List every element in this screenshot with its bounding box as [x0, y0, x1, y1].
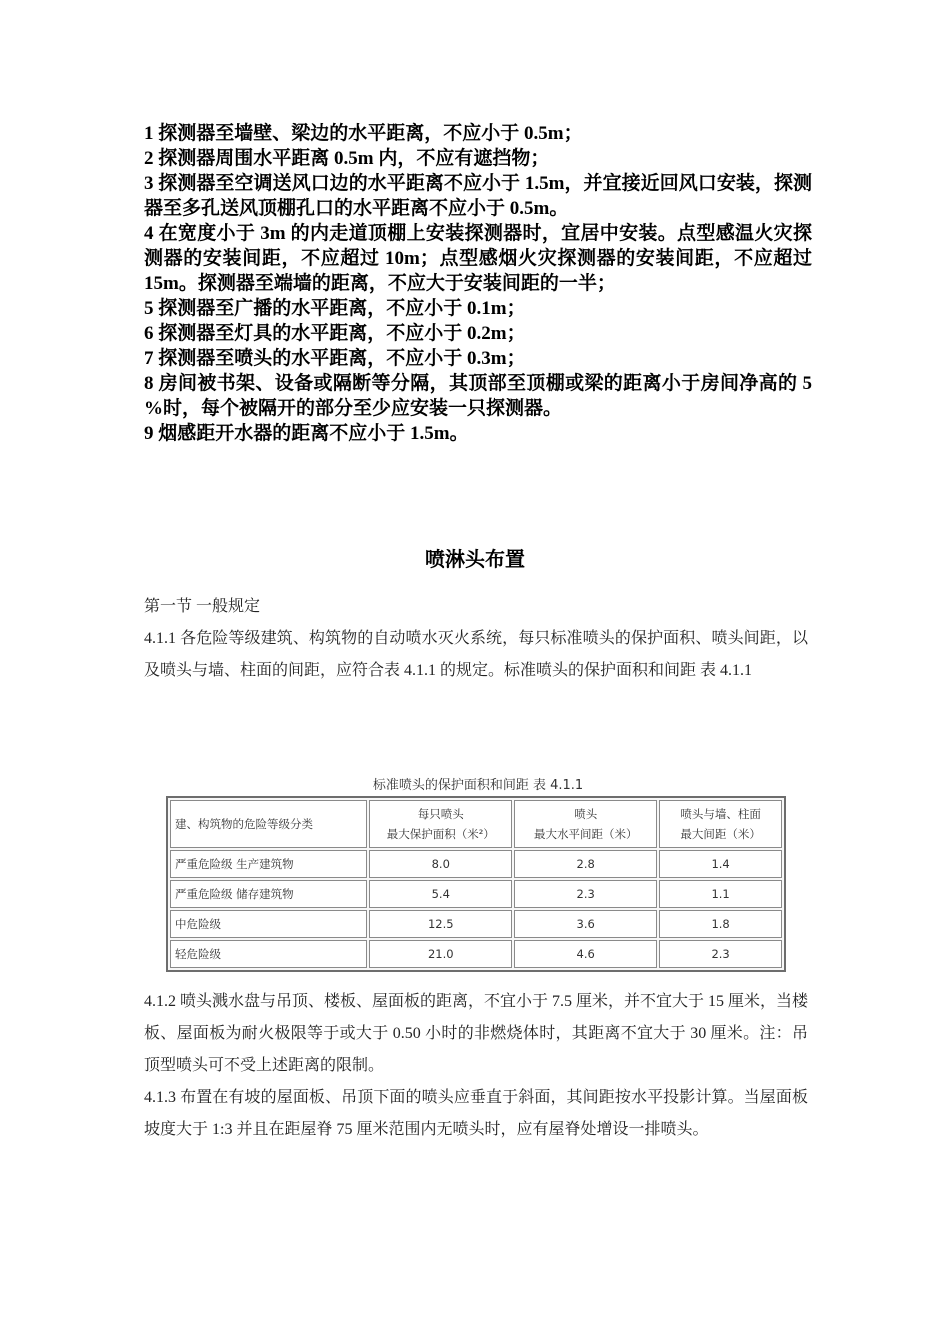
- rule-item: 4 在宽度小于 3m 的内走道顶棚上安装探测器时，宜居中安装。点型感温火灾探测器的安装间距，不应超过 10m；点型感烟火灾探测器的安装间距，不应超过 15m。探测器至端墙的距离，不应大于安装间距的一半；: [144, 223, 812, 294]
- rule-item: 5 探测器至广播的水平距离，不应小于 0.1m；: [144, 298, 526, 319]
- header-wall-line1: 喷头与墙、柱面: [680, 807, 761, 821]
- cell-area: 21.0: [369, 940, 512, 968]
- cell-wall: 1.1: [659, 880, 782, 908]
- paragraph-4-1-3: 4.1.3 布置在有坡的屋面板、吊顶下面的喷头应垂直于斜面，其间距按水平投影计算。当屋面板坡度大于 1:3 并且在距屋脊 75 厘米范围内无喷头时，应有屋脊处增设一排喷头。: [144, 1089, 808, 1138]
- cell-category: 轻危险级: [170, 940, 367, 968]
- header-wall: [659, 800, 782, 848]
- header-category: 建、构筑物的危险等级分类: [170, 800, 367, 848]
- cell-area: 8.0: [369, 850, 512, 878]
- rule-item: 7 探测器至喷头的水平距离，不应小于 0.3m；: [144, 348, 526, 369]
- rule-item: 1 探测器至墙壁、梁边的水平距离，不应小于 0.5m；: [144, 123, 583, 144]
- cell-category: 严重危险级 储存建筑物: [170, 880, 367, 908]
- rule-item: 2 探测器周围水平距离 0.5m 内，不应有遮挡物；: [144, 148, 550, 169]
- rule-item: 9 烟感距开水器的距离不应小于 1.5m。: [144, 423, 469, 444]
- header-area-line1: 每只喷头: [417, 807, 464, 821]
- table-row: [170, 910, 782, 938]
- header-spacing: [514, 800, 657, 848]
- cell-category: 中危险级: [170, 910, 367, 938]
- subsection-heading: 第一节 一般规定: [144, 598, 261, 615]
- cell-category: 严重危险级 生产建筑物: [170, 850, 367, 878]
- header-area: [369, 800, 512, 848]
- table-caption: 标准喷头的保护面积和间距 表 4.1.1: [372, 778, 584, 793]
- spray-head-table: [166, 796, 786, 972]
- table-row: [170, 850, 782, 878]
- rule-item: 3 探测器至空调送风口边的水平距离不应小于 1.5m，并宜接近回风口安装，探测器至多孔送风顶棚孔口的水平距离不应小于 0.5m。: [144, 173, 812, 219]
- paragraph-4-1-2: 4.1.2 喷头溅水盘与吊顶、楼板、屋面板的距离，不宜小于 7.5 厘米，并不宜大于 15 厘米，当楼板、屋面板为耐火极限等于或大于 0.50 小时的非燃烧体时，其距离不宜大于 30 厘米。注：吊顶型喷头可不受上述距离的限制。: [144, 993, 809, 1074]
- intro-block: [144, 591, 808, 687]
- table-row: [170, 880, 782, 908]
- rule-item: 6 探测器至灯具的水平距离，不应小于 0.2m；: [144, 323, 526, 344]
- header-wall-line2: 最大间距（米）: [680, 827, 761, 841]
- after-table-block: [144, 986, 808, 1146]
- rule-item: 8 房间被书架、设备或隔断等分隔，其顶部至顶棚或梁的距离小于房间净高的 5 %时，每个被隔开的部分至少应安装一只探测器。: [144, 373, 812, 419]
- header-spacing-line1: 喷头: [574, 807, 598, 821]
- cell-spacing: 2.8: [514, 850, 657, 878]
- cell-wall: 2.3: [659, 940, 782, 968]
- cell-spacing: 4.6: [514, 940, 657, 968]
- cell-spacing: 3.6: [514, 910, 657, 938]
- cell-area: 5.4: [369, 880, 512, 908]
- header-area-line2: 最大保护面积（米²）: [386, 827, 495, 841]
- cell-spacing: 2.3: [514, 880, 657, 908]
- cell-area: 12.5: [369, 910, 512, 938]
- table-row: [170, 940, 782, 968]
- spray-head-table-figure: [166, 776, 790, 972]
- header-spacing-line2: 最大水平间距（米）: [533, 827, 638, 841]
- paragraph-4-1-1: 4.1.1 各危险等级建筑、构筑物的自动喷水灭火系统，每只标准喷头的保护面积、喷头间距，以及喷头与墙、柱面的间距，应符合表 4.1.1 的规定。标准喷头的保护面积和间距 表 4.1.1: [144, 630, 808, 679]
- table-header-row: [170, 800, 782, 848]
- section-title: 喷淋头布置: [425, 549, 525, 571]
- cell-wall: 1.8: [659, 910, 782, 938]
- detector-rules: [144, 121, 812, 446]
- cell-wall: 1.4: [659, 850, 782, 878]
